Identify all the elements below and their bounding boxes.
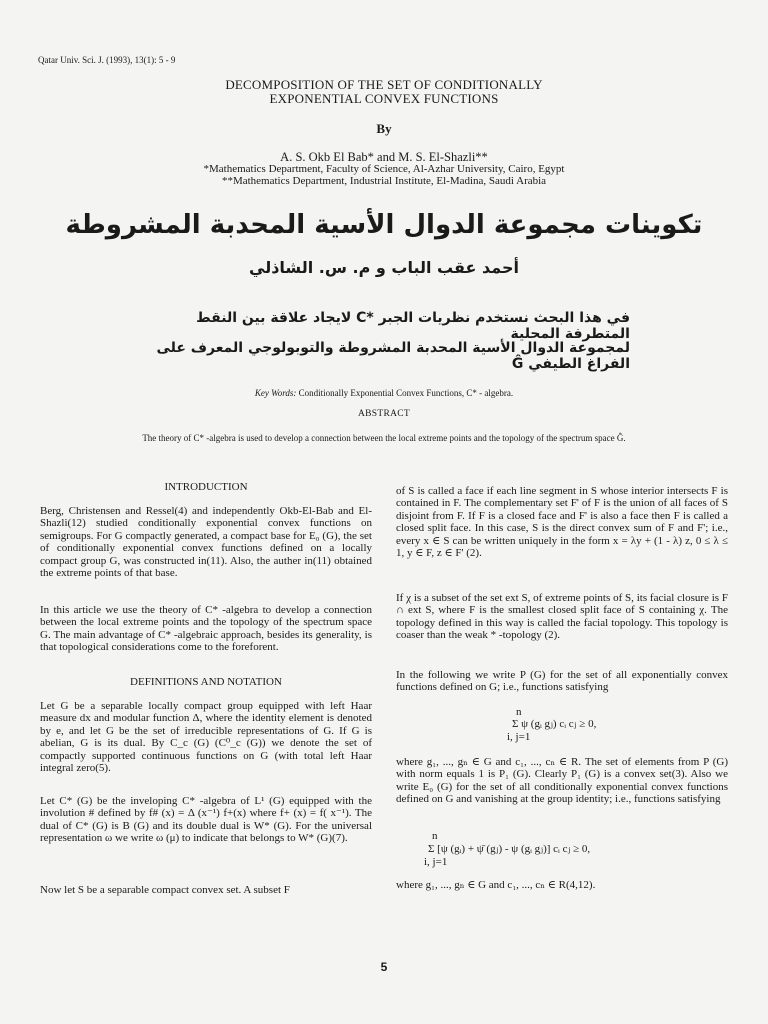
definitions-paragraph-1: Let G be a separable locally compact group equipped with left Haar measure dx and modular function Δ, where the identity element is denoted by e, and let G be the set of irreducible representations of G. If G is abelian, G is its dual. By C_c (G) (C⁰_c (G)) we denote the set of compactly supported continuous functions on G (with total left Haar integral zero(5). xyxy=(40,700,372,775)
page-number: 5 xyxy=(380,960,388,974)
by-label: By xyxy=(376,121,392,136)
right-paragraph-1: of S is called a face if each line segment in S whose interior intersects F is contained in F. The complementary set F' of F is the union of all faces of S disjoint from F. If F is a closed face and F' is also a face then F is called a closed split face. In this case, S is the direct convex sum of F and F'; i.e., every x ∈ S can be written uniquely in the form x = λy + (1 - λ) z, 0 ≤ λ ≤ 1, y ∈ F, z ∈ F' (2). xyxy=(396,485,728,560)
keywords-text: Conditionally Exponential Convex Functions, C* - algebra. xyxy=(298,388,514,398)
right-paragraph-2: If χ is a subset of the set ext S, of extreme points of S, its facial closure is F ∩ ext S, where F is the smallest closed split face of S containing χ. The topology defined in this way is called the facial topology. This topology is coaser than the weak * -topology (2). xyxy=(396,592,728,642)
affiliation-1: *Mathematics Department, Faculty of Science, Al-Azhar University, Cairo, Egypt xyxy=(203,163,565,175)
arabic-authors: أحمد عقب الباب و م. س. الشاذلي xyxy=(249,258,519,277)
affiliation-2: **Mathematics Department, Industrial Institute, El-Madina, Saudi Arabia xyxy=(221,175,547,187)
formula1-top: n xyxy=(516,706,522,718)
definitions-paragraph-3: Now let S be a separable compact convex set. A subset F xyxy=(40,884,290,896)
introduction-heading: INTRODUCTION xyxy=(164,481,248,493)
right-paragraph-4: where g₁, ..., gₙ ∈ G and c₁, ..., cₙ ∈ R. The set of elements from P (G) with norm equals 1 is P₁ (G). Clearly P₁ (G) is a convex set(3). Also we write E₀ (G) for the set of all conditionally exponential convex functions defined on G and vanishing at the group identity; i.e., functions satisfying xyxy=(396,756,728,806)
formula2-top: n xyxy=(432,830,438,842)
right-paragraph-3: In the following we write P (G) for the set of all exponentially convex functions defined on G; i.e., functions satisfying xyxy=(396,669,728,694)
definitions-paragraph-2: Let C* (G) be the inveloping C* -algebra of L¹ (G) equipped with the involution # defined by f# (x) = Δ (x⁻¹) f+(x) where f+ (x) = f( x⁻¹). The dual of C* (G) is B (G) and its double dual is W* (G). For the universal representation ω we write ω (μ) to indicate that belongs to W* (G)(7). xyxy=(40,795,372,845)
arabic-title: تكوينات مجموعة الدوال الأسية المحدبة المشروطة xyxy=(65,210,703,240)
paper-title-line2: EXPONENTIAL CONVEX FUNCTIONS xyxy=(269,91,499,106)
intro-paragraph-2: In this article we use the theory of C* -algebra to develop a connection between the local extreme points and the topology of the spectrum space G. The main advantage of C* -algebraic approach, besides its generality, is that topological considerations come to the foreforent. xyxy=(40,604,372,654)
definitions-heading: DEFINITIONS AND NOTATION xyxy=(130,676,282,688)
abstract-heading: ABSTRACT xyxy=(357,409,411,419)
formula1-bottom: i, j=1 xyxy=(507,731,531,743)
journal-citation: Qatar Univ. Sci. J. (1993), 13(1): 5 - 9 xyxy=(38,55,176,65)
right-paragraph-5: where g₁, ..., gₙ ∈ G and c₁, ..., cₙ ∈ R(4,12). xyxy=(396,879,596,891)
authors: A. S. Okb El Bab* and M. S. El-Shazli** xyxy=(280,150,488,164)
keywords xyxy=(0,388,768,398)
formula2-bottom: i, j=1 xyxy=(424,856,448,868)
formula1-main: Σ ψ (gᵢ gⱼ) cᵢ cⱼ ≥ 0, xyxy=(512,718,597,730)
paper-title-line1: DECOMPOSITION OF THE SET OF CONDITIONALLY xyxy=(225,77,543,92)
arabic-abstract-line2: لمجموعة الدوال الأسية المحدبة المشروطة والتوبولوجي المعرف على الفراغ الطيفي Ĝ xyxy=(156,340,630,372)
intro-paragraph-1: Berg, Christensen and Ressel(4) and independently Okb-El-Bab and El-Shazli(12) studied conditionally exponential convex functions on semigroups. For G compactly generated, a compact base for E₀ (G), the set of conditionally exponential convex functions defined on a locally compact group G, was constructed in(11). Also, the auther in(11) obtained the extreme points of that base. xyxy=(40,505,372,580)
formula2-main: Σ [ψ (gᵢ) + ψ̄ (gⱼ) - ψ (gᵢ gⱼ)] cᵢ cⱼ ≥ 0, xyxy=(428,843,591,855)
arabic-abstract-line1: في هذا البحث نستخدم نظريات الجبر *C لايجاد علاقة بين النقط المتطرفة المحلية xyxy=(196,310,630,342)
abstract-text: The theory of C* -algebra is used to develop a connection between the local extreme points and the topology of the spectrum space Ĝ. xyxy=(142,433,626,443)
keywords-label: Key Words: xyxy=(254,388,297,398)
